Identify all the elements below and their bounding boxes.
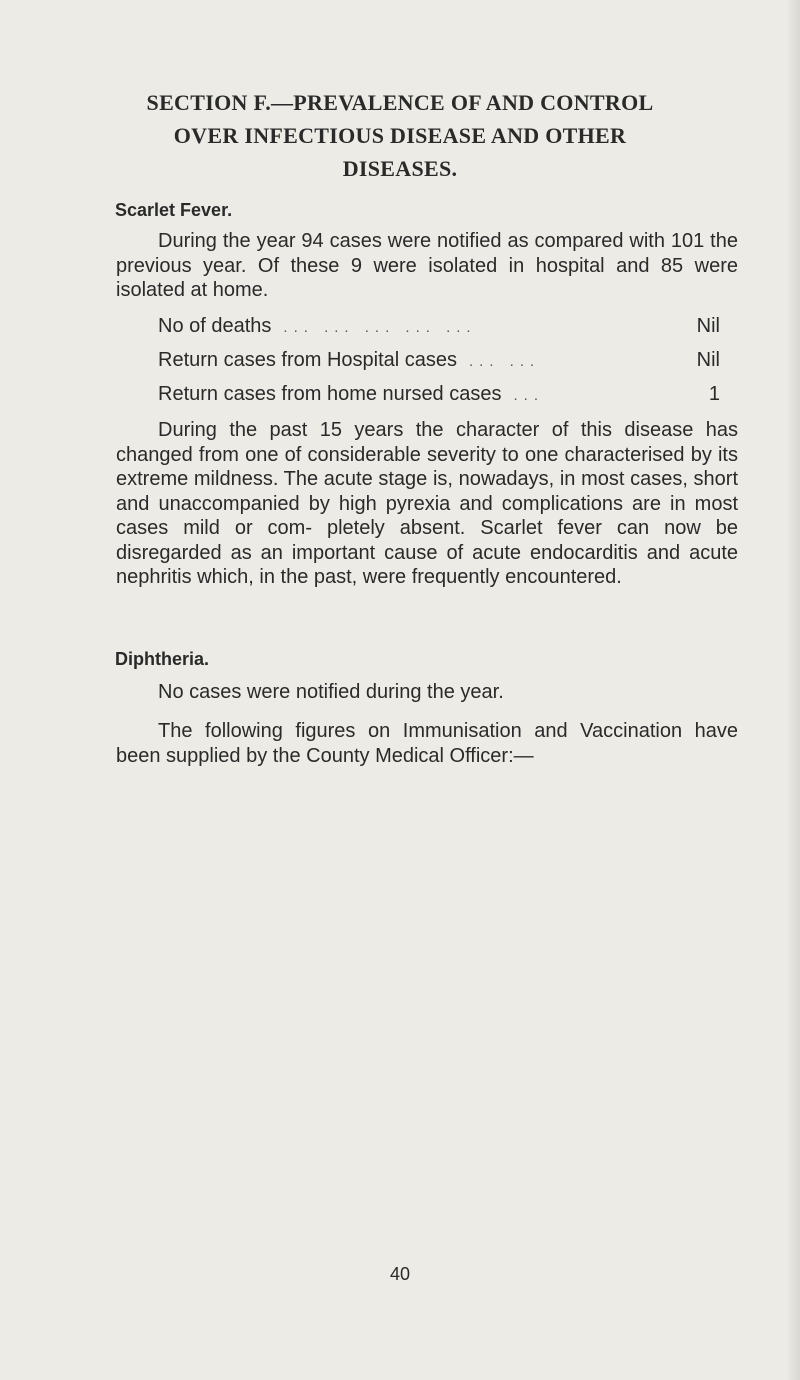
page-number: 40 [389, 1264, 411, 1284]
scarlet-fever-discussion-paragraph [116, 418, 738, 590]
diphtheria-heading: Diphtheria. [115, 649, 210, 669]
stat-value: Nil [696, 315, 720, 337]
diphtheria-immunisation-paragraph [116, 719, 738, 768]
stat-leader-dots: ... [513, 387, 545, 404]
section-title-line-3: DISEASES. [342, 156, 458, 181]
section-title-line-2: OVER INFECTIOUS DISEASE AND OTHER [173, 123, 627, 148]
diphtheria-notified-paragraph [116, 680, 738, 705]
stat-row-deaths [158, 314, 720, 348]
stat-leader-dots: ... ... ... ... ... [283, 319, 477, 336]
diphtheria-immunisation-text: The following figures on Immunisation and Vaccination have been supplied by the County Medical Officer:— [116, 720, 738, 767]
scarlet-fever-intro-text: During the year 94 cases were notified as compared with 101 the previous year. Of these 9 were isolated in hospital and 85 were isolated at home. [116, 230, 738, 301]
section-title [100, 86, 700, 185]
stat-leader-dots: ... ... [469, 353, 541, 370]
stat-value: Nil [696, 349, 720, 371]
stat-label: No of deaths [158, 315, 272, 337]
scarlet-fever-stats [158, 314, 720, 416]
stat-label: Return cases from Hospital cases [158, 349, 458, 371]
diphtheria-notified-text: No cases were notified during the year. [158, 681, 504, 703]
page-edge-shadow [786, 0, 800, 1380]
stat-row-home-return-cases [158, 382, 720, 416]
scarlet-fever-heading: Scarlet Fever. [115, 200, 233, 220]
stat-label: Return cases from home nursed cases [158, 383, 502, 405]
scarlet-fever-discussion-text: During the past 15 years the character of this disease has changed from one of considerable severity to one characterised by its extreme mildness. The acute stage is, nowadays, in most cases, short and unaccompanied by high pyrexia and complications are in most cases mild or com- pletely absent. Scarlet fever can now be disregarded as an important cause of acute endocarditis and acute nephritis which, in the past, were frequently encountered. [116, 419, 738, 588]
section-title-line-1: SECTION F.—PREVALENCE OF AND CONTROL [146, 90, 654, 115]
stat-value: 1 [708, 383, 720, 405]
stat-row-hospital-return-cases [158, 348, 720, 382]
scarlet-fever-intro-paragraph [116, 229, 738, 303]
